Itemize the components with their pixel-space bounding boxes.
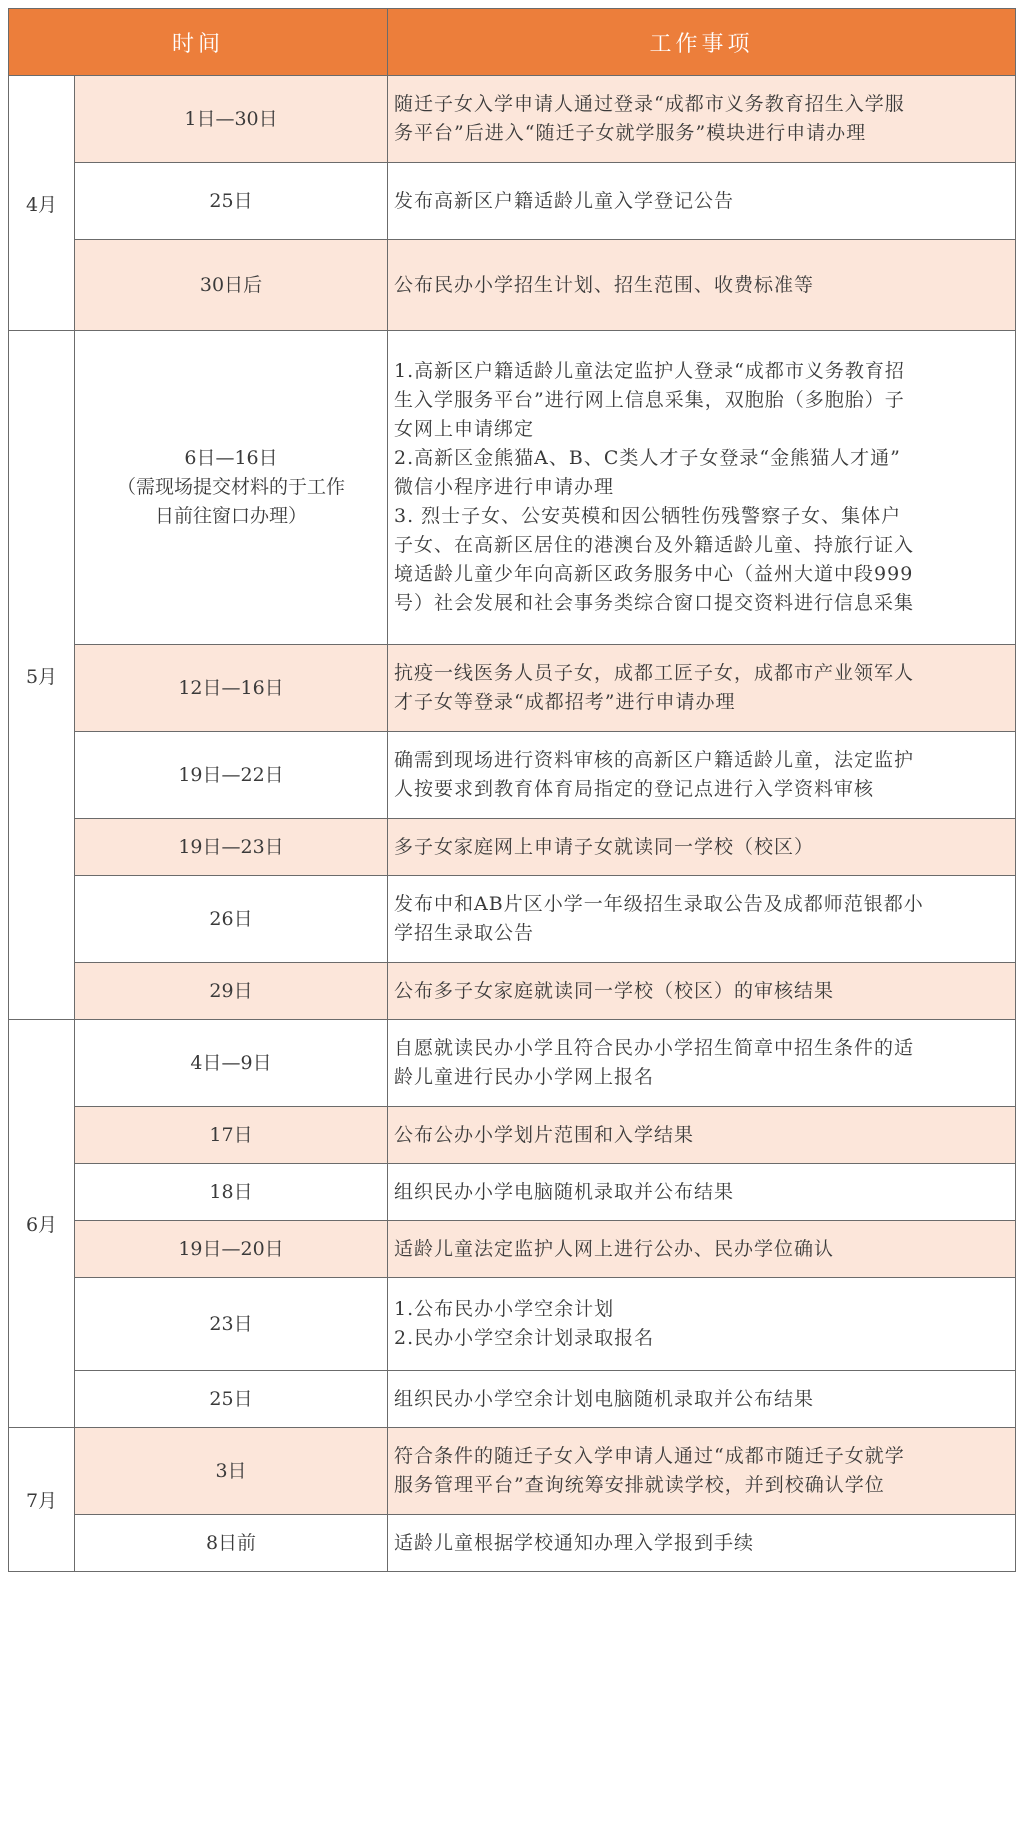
task-line: 境适龄儿童少年向高新区政务服务中心（益州大道中段999 [394,563,914,585]
task-line: 服务管理平台”查询统筹安排就读学校，并到校确认学位 [394,1474,885,1496]
time-column-header: 时间 [9,9,388,76]
table-row [9,163,1016,240]
table-row [9,1515,1016,1572]
table-body [9,76,1016,1572]
task-line: 龄儿童进行民办小学网上报名 [394,1066,655,1088]
task-line: 1.公布民办小学空余计划 [394,1298,615,1320]
task-line: 生入学服务平台”进行网上信息采集，双胞胎（多胞胎）子 [394,389,905,411]
date-text: 19日—22日 [178,763,284,786]
date-cell [75,1428,388,1515]
enrollment-schedule-table [8,8,1016,1572]
date-cell [75,1020,388,1107]
task-cell [388,1371,1016,1428]
date-text: 18日 [209,1180,253,1203]
table-row [9,1107,1016,1164]
task-cell [388,1278,1016,1371]
date-text: 6日—16日 [184,447,278,469]
date-note-line: （需现场提交材料的于工作 [117,476,346,498]
table-row [9,1020,1016,1107]
date-text: 29日 [209,979,253,1002]
task-line: 适龄儿童法定监护人网上进行公办、民办学位确认 [394,1237,835,1260]
date-text: 30日后 [199,273,263,296]
task-cell [388,645,1016,732]
table-row [9,819,1016,876]
date-cell [75,963,388,1020]
task-line: 随迁子女入学申请人通过登录“成都市义务教育招生入学服 [394,93,905,115]
date-cell [75,1515,388,1572]
task-cell [388,1164,1016,1221]
task-cell [388,1221,1016,1278]
date-text: 19日—23日 [178,835,284,858]
task-cell [388,819,1016,876]
date-text: 19日—20日 [178,1237,284,1260]
task-line: 人按要求到教育体育局指定的登记点进行入学资料审核 [394,778,875,800]
date-cell [75,1371,388,1428]
task-line: 女网上申请绑定 [394,418,535,440]
task-line: 公布民办小学招生计划、招生范围、收费标准等 [394,273,815,296]
task-cell [388,1020,1016,1107]
date-text: 8日前 [205,1531,257,1554]
task-line: 符合条件的随迁子女入学申请人通过“成都市随迁子女就学 [394,1445,905,1467]
task-line: 组织民办小学空余计划电脑随机录取并公布结果 [394,1387,815,1410]
date-cell [75,876,388,963]
date-note-line: 日前往窗口办理） [155,505,308,527]
table-row [9,1278,1016,1371]
date-cell [75,645,388,732]
date-cell [75,76,388,163]
task-line: 抗疫一线医务人员子女，成都工匠子女，成都市产业领军人 [394,662,915,684]
task-line: 组织民办小学电脑随机录取并公布结果 [394,1180,735,1203]
month-cell: 7月 [9,1428,75,1572]
date-text: 26日 [209,907,253,930]
task-line: 公布多子女家庭就读同一学校（校区）的审核结果 [394,979,835,1002]
task-line: 发布高新区户籍适龄儿童入学登记公告 [394,189,735,212]
table-row [9,876,1016,963]
task-cell [388,240,1016,331]
task-line: 号）社会发展和社会事务类综合窗口提交资料进行信息采集 [394,592,915,614]
task-line: 1.高新区户籍适龄儿童法定监护人登录“成都市义务教育招 [394,360,905,382]
task-cell [388,331,1016,645]
task-line: 子女、在高新区居住的港澳台及外籍适龄儿童、持旅行证入 [394,534,915,556]
table-header [9,9,1016,76]
date-text: 4日—9日 [190,1051,272,1074]
task-cell [388,1107,1016,1164]
date-text: 17日 [209,1123,253,1146]
task-line: 自愿就读民办小学且符合民办小学招生简章中招生条件的适 [394,1037,915,1059]
task-line: 才子女等登录“成都招考”进行申请办理 [394,691,736,713]
date-text: 3日 [215,1459,247,1482]
task-cell [388,1515,1016,1572]
task-column-header: 工作事项 [388,9,1016,76]
task-cell [388,732,1016,819]
task-line: 2.高新区金熊猫A、B、C类人才子女登录“金熊猫人才通” [394,447,901,469]
date-cell [75,240,388,331]
task-line: 微信小程序进行申请办理 [394,476,615,498]
task-line: 2.民办小学空余计划录取报名 [394,1327,655,1349]
table-row [9,1221,1016,1278]
header-row [9,9,1016,76]
date-cell [75,732,388,819]
task-cell [388,876,1016,963]
table-row [9,76,1016,163]
table-row [9,732,1016,819]
task-line: 多子女家庭网上申请子女就读同一学校（校区） [394,835,815,858]
date-cell [75,819,388,876]
date-text: 25日 [209,1387,253,1410]
date-cell [75,1107,388,1164]
table-row [9,1428,1016,1515]
date-cell [75,163,388,240]
date-text: 1日—30日 [184,107,278,130]
task-line: 公布公办小学划片范围和入学结果 [394,1123,695,1146]
task-cell [388,163,1016,240]
table-row [9,1371,1016,1428]
date-cell [75,1221,388,1278]
task-line: 学招生录取公告 [394,922,535,944]
date-text: 25日 [209,189,253,212]
date-text: 23日 [209,1312,253,1335]
task-cell [388,76,1016,163]
task-line: 务平台”后进入“随迁子女就学服务”模块进行申请办理 [394,122,867,144]
date-cell [75,1164,388,1221]
task-line: 适龄儿童根据学校通知办理入学报到手续 [394,1531,755,1554]
month-cell: 5月 [9,331,75,1020]
task-cell [388,1428,1016,1515]
table-row [9,1164,1016,1221]
table-row [9,963,1016,1020]
table-row [9,645,1016,732]
task-line: 发布中和AB片区小学一年级招生录取公告及成都师范银都小 [394,893,924,915]
date-text: 12日—16日 [178,676,284,699]
task-line: 确需到现场进行资料审核的高新区户籍适龄儿童，法定监护 [394,749,915,771]
task-cell [388,963,1016,1020]
month-cell: 6月 [9,1020,75,1428]
table-row [9,331,1016,645]
task-line: 3. 烈士子女、公安英模和因公牺牲伤残警察子女、集体户 [394,505,902,527]
date-cell [75,331,388,645]
table-row [9,240,1016,331]
month-cell: 4月 [9,76,75,331]
date-cell [75,1278,388,1371]
